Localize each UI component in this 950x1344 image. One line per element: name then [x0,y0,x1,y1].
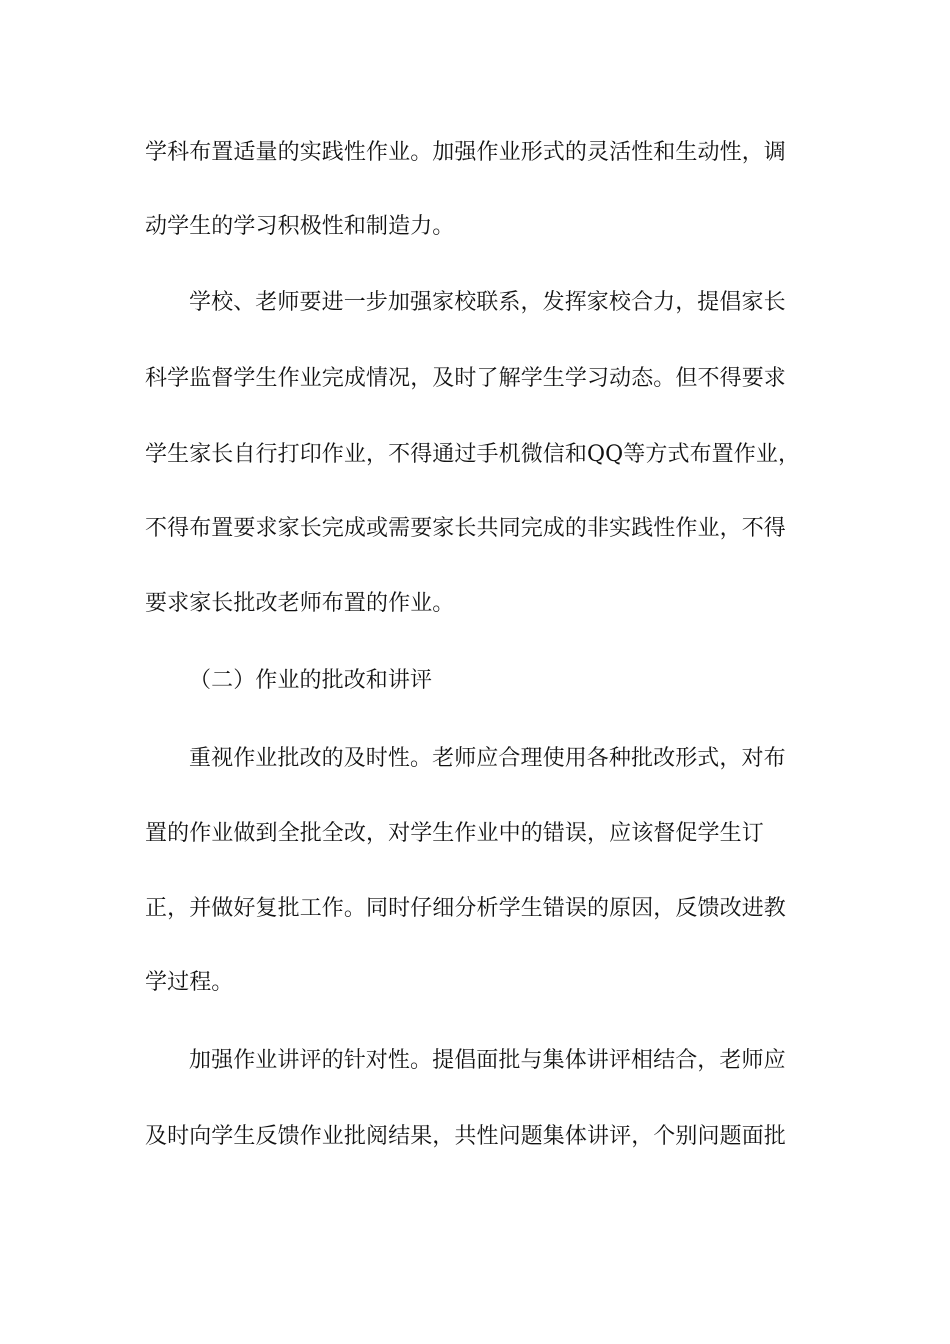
paragraph-line: 置的作业做到全批全改，对学生作业中的错误，应该督促学生订 [145,821,764,846]
section-heading: （二）作业的批改和讲评 [189,668,433,693]
paragraph-line: 学校、老师要进一步加强家校联系，发挥家校合力，提倡家长 [189,290,786,315]
paragraph-line: 学生家长自行打印作业，不得通过手机微信和QQ等方式布置作业， [145,442,801,467]
paragraph-line: 及时向学生反馈作业批阅结果，共性问题集体讲评，个别问题面批 [145,1124,786,1149]
paragraph-line: 学科布置适量的实践性作业。加强作业形式的灵活性和生动性，调 [145,140,786,165]
paragraph-line: 重视作业批改的及时性。老师应合理使用各种批改形式，对布 [189,746,786,771]
paragraph-line: 不得布置要求家长完成或需要家长共同完成的非实践性作业，不得 [145,516,786,541]
paragraph-line: 动学生的学习积极性和制造力。 [145,214,455,239]
paragraph-line: 要求家长批改老师布置的作业。 [145,591,455,616]
paragraph-line: 加强作业讲评的针对性。提倡面批与集体讲评相结合，老师应 [189,1048,786,1073]
paragraph-line: 学过程。 [145,970,234,995]
paragraph-line: 正，并做好复批工作。同时仔细分析学生错误的原因，反馈改进教 [145,896,786,921]
paragraph-line: 科学监督学生作业完成情况，及时了解学生学习动态。但不得要求 [145,366,786,391]
